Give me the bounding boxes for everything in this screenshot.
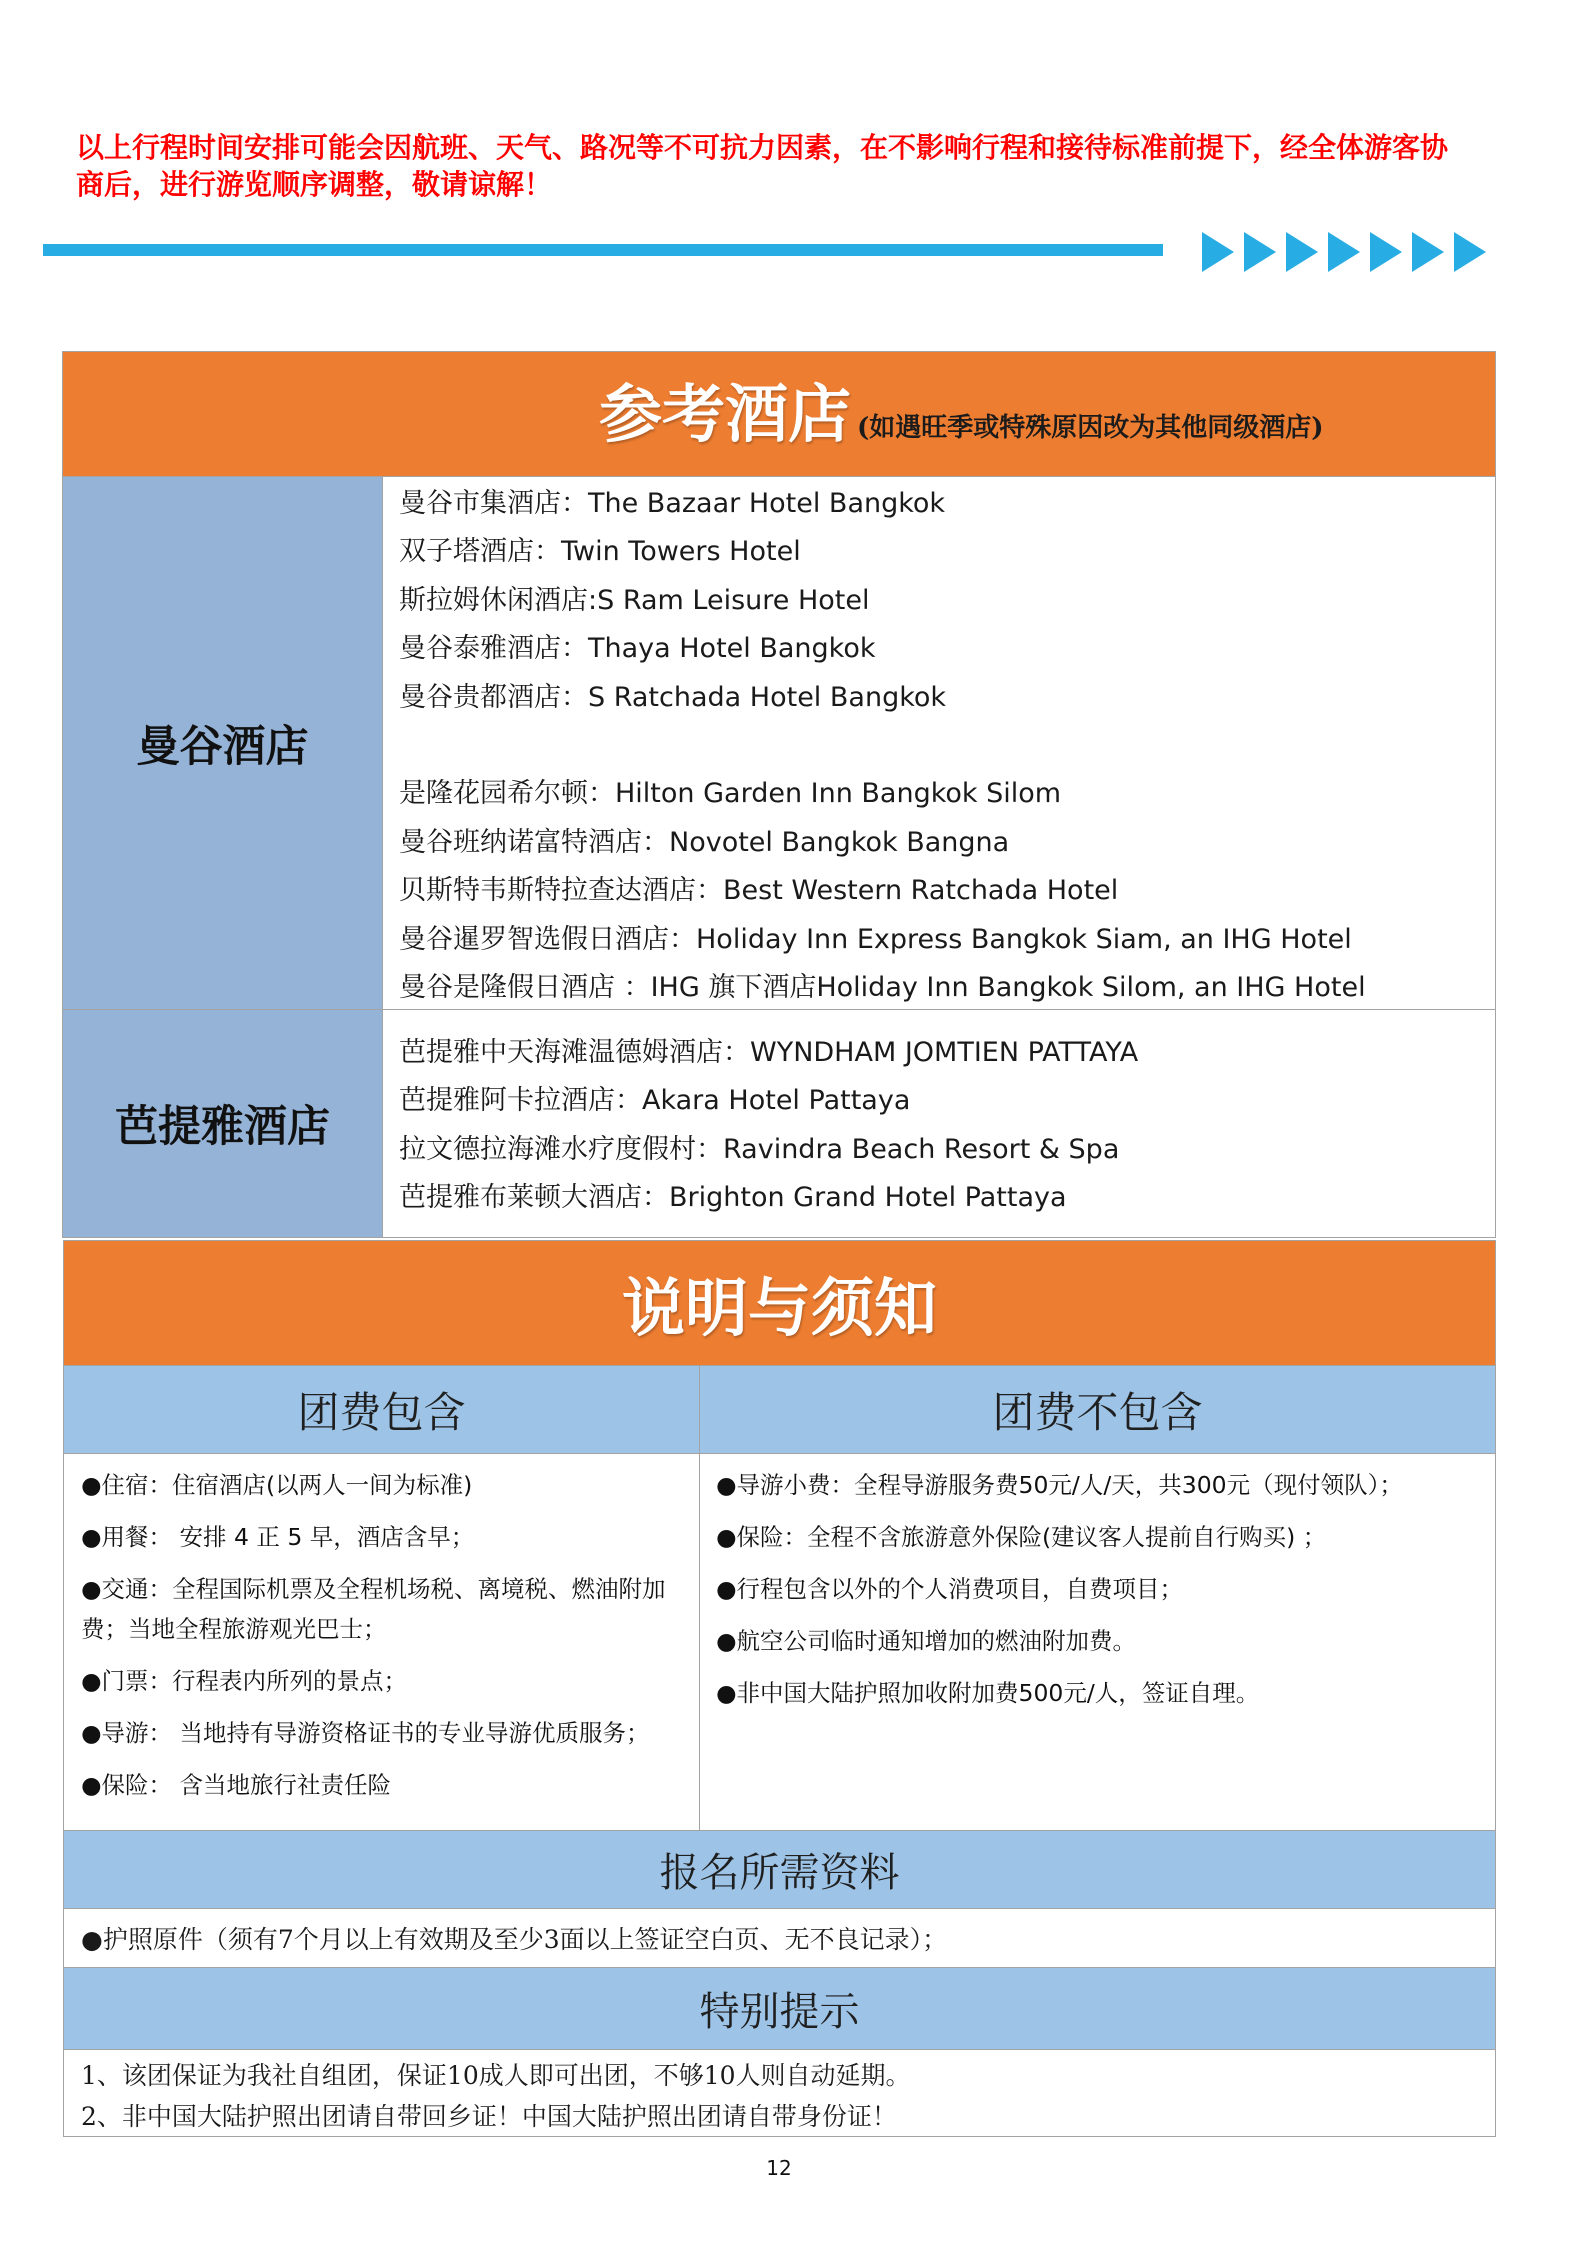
tips-body (64, 2049, 1495, 2136)
hotel-list (383, 1010, 1495, 1237)
hotel-item: 斯拉姆休闲酒店:S Ram Leisure Hotel (399, 584, 870, 616)
included-title: 团费包含 (64, 1366, 700, 1453)
excluded-list (700, 1454, 1495, 1830)
hotel-item: 拉文德拉海滩水疗度假村：Ravindra Beach Resort & Spa (399, 1133, 1120, 1165)
tips-title: 特别提示 (64, 1967, 1495, 2049)
hotel-group-bangkok (63, 476, 1495, 1009)
hotel-item: 曼谷市集酒店：The Bazaar Hotel Bangkok (399, 488, 946, 519)
arrow-right-icon (1454, 232, 1486, 272)
arrow-right-icon (1370, 232, 1402, 272)
documents-title: 报名所需资料 (64, 1830, 1495, 1908)
fee-header-row (64, 1365, 1495, 1453)
hotel-item: 是隆花园希尔顿：Hilton Garden Inn Bangkok Silom (399, 778, 1062, 810)
hotel-item: 贝斯特韦斯特拉查达酒店：Best Western Ratchada Hotel (399, 875, 1119, 907)
excluded-item: ●航空公司临时通知增加的燃油附加费。 (716, 1627, 1137, 1655)
excluded-title: 团费不包含 (700, 1366, 1495, 1453)
arrow-right-icon (1244, 232, 1276, 272)
notes-table (63, 1240, 1496, 2137)
included-item: ●保险： 含当地旅行社责任险 (81, 1771, 391, 1799)
arrow-right-icon (1202, 232, 1234, 272)
notice-line: 商后，进行游览顺序调整，敬请谅解！ (76, 168, 553, 201)
documents-item: ●护照原件（须有7个月以上有效期及至少3面以上签证空白页、无不良记录）； (81, 1925, 948, 1954)
arrow-right-icon (1412, 232, 1444, 272)
hotel-item: 芭提雅中天海滩温德姆酒店：WYNDHAM JOMTIEN PATTAYA (399, 1037, 1139, 1068)
arrow-strip (1202, 232, 1486, 272)
excluded-item: ●非中国大陆护照加收附加费500元/人，签证自理。 (716, 1679, 1260, 1707)
documents-body (64, 1908, 1495, 1967)
excluded-item: ●行程包含以外的个人消费项目，自费项目； (716, 1575, 1184, 1603)
tips-item: 1、该团保证为我社自组团，保证10成人即可出团，不够10人则自动延期。 (81, 2061, 911, 2090)
hotels-title: 参考酒店 (599, 377, 851, 451)
included-item: ●交通：全程国际机票及全程机场税、离境税、燃油附加费；当地全程旅游观光巴士； (81, 1575, 666, 1643)
hotel-group-pattaya (63, 1009, 1495, 1237)
divider-rule (43, 244, 1163, 256)
excluded-item: ●保险：全程不含旅游意外保险(建议客人提前自行购买) ； (716, 1523, 1327, 1551)
hotel-item: 曼谷暹罗智选假日酒店：Holiday Inn Express Bangkok Siam, an IHG Hotel (399, 923, 1352, 955)
included-item: ●门票：行程表内所列的景点； (81, 1667, 408, 1695)
included-list (64, 1454, 700, 1830)
included-item: ●导游： 当地持有导游资格证书的专业导游优质服务； (81, 1719, 650, 1747)
hotel-item: 曼谷贵都酒店：S Ratchada Hotel Bangkok (399, 681, 947, 713)
hotels-subtitle: (如遇旺季或特殊原因改为其他同级酒店) (857, 412, 1324, 443)
tips-item: 2、非中国大陆护照出团请自带回乡证！中国大陆护照出团请自带身份证！ (81, 2102, 897, 2131)
arrow-right-icon (1286, 232, 1318, 272)
hotel-item: 曼谷班纳诺富特酒店：Novotel Bangkok Bangna (399, 826, 1010, 858)
hotel-list (383, 477, 1495, 1009)
hotel-group-label: 芭提雅酒店 (63, 1010, 383, 1237)
hotel-item: 双子塔酒店：Twin Towers Hotel (399, 536, 801, 568)
hotel-item: 芭提雅阿卡拉酒店：Akara Hotel Pattaya (399, 1085, 911, 1117)
included-item: ●用餐： 安排 4 正 5 早，酒店含早； (81, 1523, 475, 1551)
excluded-item: ●导游小费：全程导游服务费50元/人/天，共300元（现付领队）； (716, 1471, 1403, 1499)
itinerary-notice (76, 129, 1448, 203)
reference-hotels-table (62, 351, 1496, 1238)
page-number: 12 (766, 2156, 792, 2180)
notes-title: 说明与须知 (64, 1241, 1495, 1365)
hotels-header (63, 352, 1495, 476)
hotel-item: 芭提雅布莱顿大酒店：Brighton Grand Hotel Pattaya (399, 1182, 1067, 1214)
hotel-item: 曼谷泰雅酒店：Thaya Hotel Bangkok (399, 633, 876, 665)
fee-content-row (64, 1453, 1495, 1830)
hotel-item: 曼谷是隆假日酒店 ：IHG 旗下酒店Holiday Inn Bangkok Silom, an IHG Hotel (399, 972, 1366, 1004)
notice-line: 以上行程时间安排可能会因航班、天气、路况等不可抗力因素，在不影响行程和接待标准前提下，经全体游客协 (76, 131, 1449, 164)
arrow-right-icon (1328, 232, 1360, 272)
included-item: ●住宿：住宿酒店(以两人一间为标准) (81, 1471, 473, 1499)
hotel-group-label: 曼谷酒店 (63, 477, 383, 1009)
